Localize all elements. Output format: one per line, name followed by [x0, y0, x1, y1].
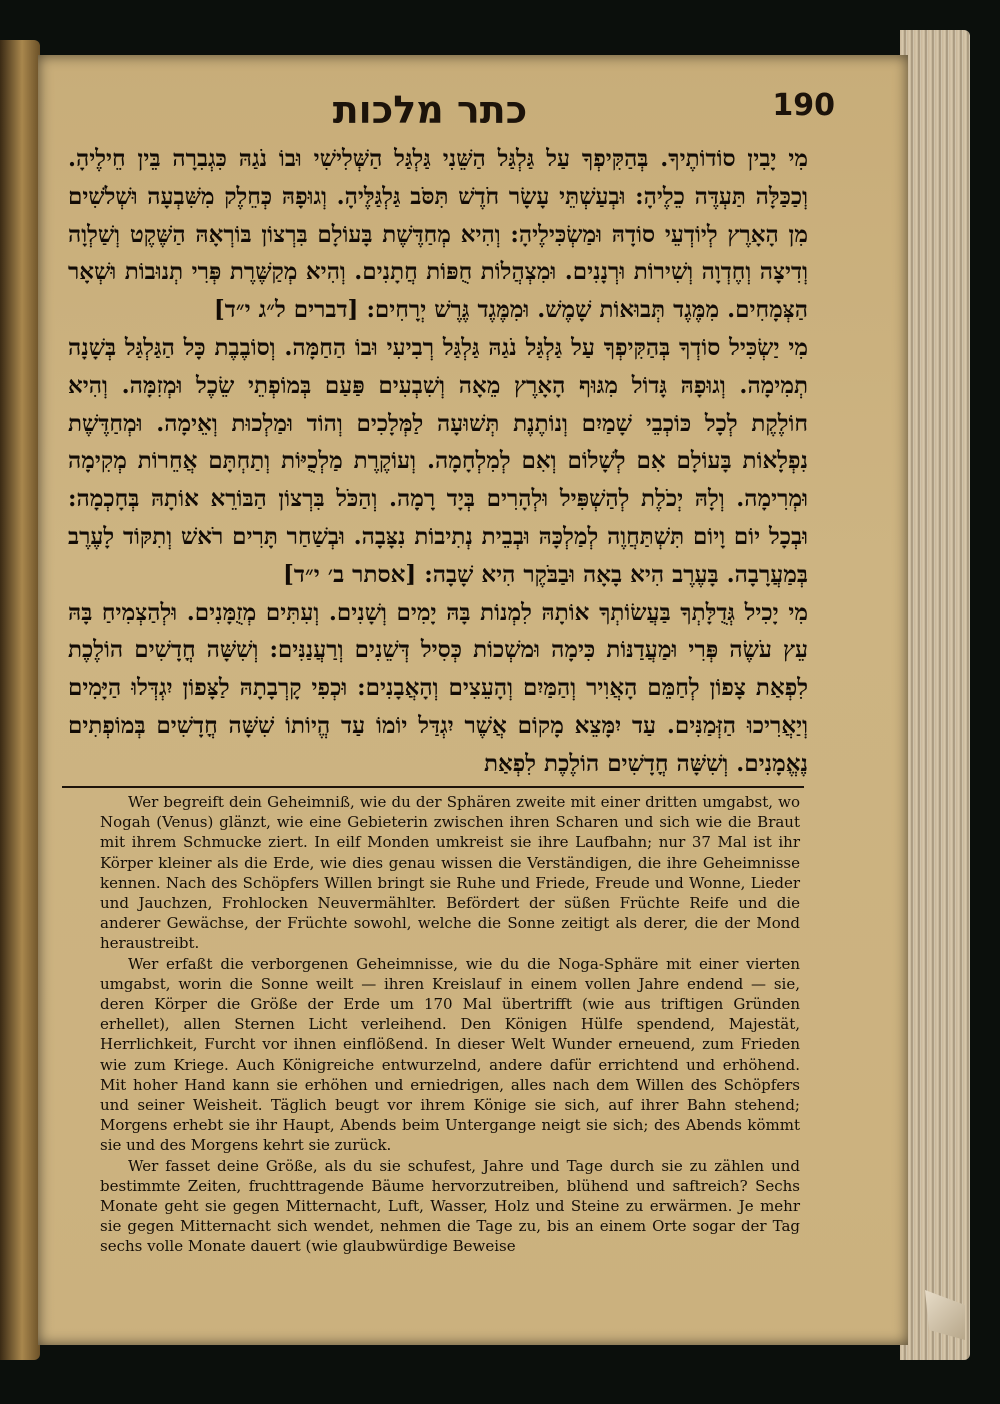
hebrew-paragraph: מִי יָכִיל גְּדֻלָּתְךָ בַּעֲשׂוֹתְךָ אוֹתָהּ לִמְנוֹת בָּהּ יָמִים וְשָׁנִים. וְעִתִּים מְזֻמָּנִים. וּלְהַצְמִיחַ בָּהּ עֵץ עֹשֶׂה פְּרִי וּמַעֲדַנּוֹת כִּימָה וּמשְׁכוֹת כְּסִיל דְּשֵׁנִים וְרַעֲנַנִּים: וְשִׁשָּׁה חֳדָשִׁים הוֹלֶכֶת לִפְאַת צָפוֹן לְחַמֵּם הָאֲוִיר וְהַמַּיִם וְהָעֵצִים וְהָאֲבָנִים: וּכְפִי קָרְבָתָהּ לַצָּפוֹן יִגְדְּלוּ הַיָּמִים וְיַאֲרִיכוּ הַזְּמַנִּים. עַד יִמָּצֵא מָקוֹם אֲשֶׁר יִגְדַּל יוֹמוֹ עַד הֱיוֹתוֹ שִׁשָּׁה חֳדָשִׁים בְּמוֹפְתִים נֶאֱמָנִים. וְשִׁשָּׁה חֳדָשִׁים הוֹלֶכֶת לִפְאַת — [68, 598, 808, 777]
page-header — [60, 88, 835, 138]
left-page-edge — [0, 40, 40, 1360]
page-title: כתר מלכות — [332, 88, 528, 132]
hebrew-paragraph: מִי יָבִין סוֹדוֹתֶיךָ. בְּהַקִּיפְךָ עַל גַּלְגַּל הַשֵּׁנִי גַּלְגַּל הַשְּׁלִישִׁי וּבוֹ נֹגַהּ כִּגְבִרָה בֵּין חֵילֶיהָ. וְכַכַּלָּה תַּעְדֶּה כֵלֶיהָ: וּבְעַשְׁתֵּי עָשָׂר חֹדֶשׁ תִּסֹּב גַּלְגַּלֶּיהָ. וְגוּפָהּ כְּחֵלֶק מִשִּׁבְעָה וּשְׁלֹשִׁים מִן הָאָרֶץ לְיוֹדְעֵי סוֹדָהּ וּמַשְׂכִּילֶיהָ: וְהִיא מְחַדֶּשֶׁת בָּעוֹלָם בִּרְצוֹן בּוֹרְאָהּ הַשֶּׁקֶט וְשַׁלְוָה וְדִיצָה וְחֶדְוָה וְשִׁירוֹת וּרְנָנִים. וּמִצְהֲלוֹת חֻפּוֹת חֲתָנִים. וְהִיא מְקַשֶּׁרֶת פְּרִי תְנוּבוֹת וּשְׁאָר הַצְּמָחִים. מִמֶּגֶד תְּבוּאוֹת שָׁמֶשׁ. וּמִמֶּגֶד גֶּרֶשׁ יְרָחִים: [דברים ל״ג י״ד] — [68, 145, 808, 324]
german-paragraph: Wer begreift dein Geheimniß, wie du der Sphären zweite mit einer dritten umgabst, wo Nogah (Venus) glänzt, wie eine Gebieterin zwischen ihren Scharen und sich wie die Braut mit ihrem Schmucke ziert. In eilf Monden umkreist sie ihre Laufbahn; nur 37 Mal ist ihr Körper kleiner als die Erde, wie dies genau wissen die Verständigen, die ihre Geheimnisse kennen. Nach des Schöpfers Willen bringt sie Ruhe und Friede, Freude und Wonne, Lieder und Jauchzen, Frohlocken Neuvermählter. Befördert der süßen Früchte Reife und die anderer Gewächse, der Früchte sowohl, welche die Sonne zeitigt als derer, die der Mond heraustreibt. — [100, 793, 800, 953]
german-paragraph: Wer erfaßt die verborgenen Geheimnisse, wie du die Noga-Sphäre mit einer vierten umgabst, worin die Sonne weilt — ihren Kreislauf in einem vollen Jahre endend — sie, deren Körper die Größe der Erde um 170 Mal übertrifft (wie aus triftigen Gründen erhellet), allen Sternen Licht verleihend. Den Königen Hülfe spendend, Majestät, Herrlichkeit, Furcht vor ihnen einflößend. In dieser Welt Wunder erneuend, zum Frieden wie zum Kriege. Auch Königreiche entwurzelnd, andere dafür errichtend und erhöhend. Mit hoher Hand kann sie erhöhen und erniedrigen, alles nach dem Willen des Schöpfers und seiner Weisheit. Täglich beugt vor ihrem Könige sie sich, auf ihrer Bahn stehend; Morgens erhebt sie ihr Haupt, Abends beim Untergange neigt sie sich; des Abends kömmt sie und des Morgens kehrt sie zurück. — [100, 954, 800, 1155]
page-number: 190 — [772, 88, 835, 123]
german-paragraph: Wer fasset deine Größe, als du sie schufest, Jahre und Tage durch sie zu zählen und bestimmte Zeiten, fruchttragende Bäume hervorzutreiben, blühend und saftreich? Sechs Monate geht sie gegen Mitternacht, Luft, Wasser, Holz und Steine zu erwärmen. Je mehr sie gegen Mitternacht sich wendet, nehmen die Tage zu, bis an einem Orte sogar der Tag sechs volle Monate dauert (wie glaubwürdige Beweise — [100, 1156, 800, 1256]
section-divider — [62, 786, 804, 788]
hebrew-text — [68, 140, 808, 783]
german-translation — [100, 792, 800, 1257]
page-stack-edges — [900, 30, 970, 1360]
hebrew-paragraph: מִי יַשְׂכִּיל סוֹדְךָ בְּהַקִּיפְךָ עַל גַּלְגַּל נֹגַהּ גַּלְגַּל רְבִיעִי וּבוֹ הַחַמָּה. וְסוֹבֶבֶת כָּל הַגַּלְגַּל בְּשָׁנָה תְמִימָה. וְגוּפָהּ גָּדוֹל מִגּוּף הָאָרֶץ מֵאָה וְשִׁבְעִים פַּעַם בְּמוֹפְתֵי שֵׂכֶל וּמְזִמָּה. וְהִיא חוֹלֶקֶת לְכָל כּוֹכְבֵי שָׁמַיִם וְנוֹתֶנֶת תְּשׁוּעָה לַמְּלָכִים וְהוֹד וּמַלְכוּת וְאֵימָה. וּמְחַדֶּשֶׁת נִפְלָאוֹת בָּעוֹלָם אִם לְשָׁלוֹם וְאִם לְמִלְחָמָה. וְעוֹקֶרֶת מַלְכֻיּוֹת וְתַחְתָּם אֲחֵרוֹת מְקִימָה וּמְרִימָה. וְלָהּ יְכֹלֶת לְהַשְׁפִּיל וּלְהָרִים בְּיָד רָמָה. וְהַכֹּל בִּרְצוֹן הַבּוֹרֵא אוֹתָהּ בְּחָכְמָה: וּבְכָל יוֹם וָיוֹם תִּשְׁתַּחֲוֶה לְמַלְכָּהּ וּבְבֵית נְתִיבוֹת נִצָּבָה. וּבְשַׁחַר תָּרִים רֹאשׁ וְתִקּוֹד לָעֶרֶב בְּמַעֲרָבָה. בָּעֶרֶב הִיא בָאָה וּבַבֹּקֶר הִיא שָׁבָה: [אסתר ב׳ י״ד] — [68, 333, 808, 588]
